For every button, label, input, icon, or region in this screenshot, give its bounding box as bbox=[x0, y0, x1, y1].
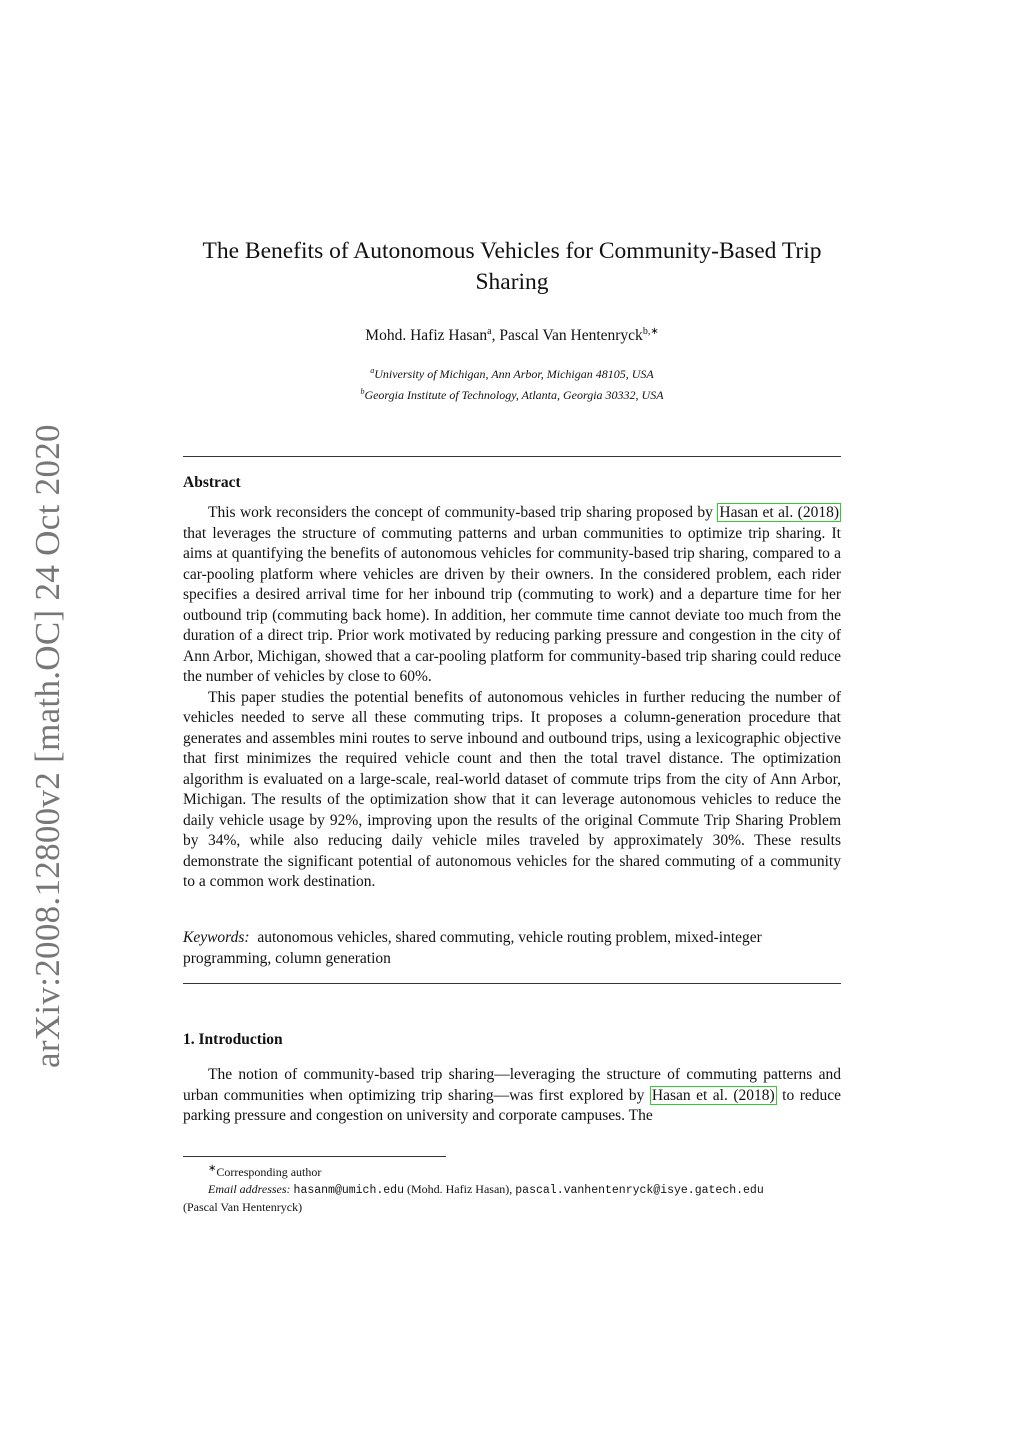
abstract-paragraph bbox=[183, 503, 841, 688]
text: The notion of community-based trip sharing—leveraging the structure of commuting patterns and urban communities when optimizing trip sharing—was first explored by bbox=[183, 1066, 841, 1104]
email-label: Email addresses: bbox=[208, 1181, 291, 1196]
introduction-body bbox=[183, 1065, 841, 1127]
email-link[interactable]: pascal.vanhentenryck@isye.gatech.edu bbox=[515, 1183, 764, 1197]
citation-link[interactable]: Hasan et al. (2018) bbox=[651, 1086, 775, 1104]
arxiv-identifier: arXiv:2008.12800v2 [math.OC] 24 Oct 2020 bbox=[28, 424, 67, 1068]
email-link[interactable]: hasanm@umich.edu bbox=[293, 1183, 404, 1197]
keywords-text: autonomous vehicles, shared commuting, vehicle routing problem, mixed-integer programming, column generation bbox=[183, 929, 762, 967]
footnote-rule bbox=[183, 1156, 446, 1157]
email-owner: (Mohd. Hafiz Hasan), bbox=[406, 1181, 513, 1196]
text: This work reconsiders the concept of community-based trip sharing proposed by bbox=[208, 504, 718, 521]
keywords-label: Keywords: bbox=[183, 929, 250, 946]
corresponding-author-note: Corresponding author bbox=[216, 1165, 322, 1179]
intro-paragraph bbox=[183, 1065, 841, 1127]
abstract-top-rule bbox=[183, 456, 841, 457]
abstract-body bbox=[183, 503, 841, 893]
affiliations bbox=[183, 362, 841, 404]
affiliation: Georgia Institute of Technology, Atlanta, Georgia 30332, USA bbox=[364, 388, 664, 402]
author-mark: b,∗ bbox=[642, 326, 659, 337]
paper-title: The Benefits of Autonomous Vehicles for Community-Based Trip Sharing bbox=[202, 238, 822, 295]
author-name: Mohd. Hafiz Hasan bbox=[365, 327, 488, 345]
author-list: Mohd. Hafiz Hasan$^a$, Pascal Van Hentenryck$^{b,∗}$ bbox=[365, 326, 659, 345]
text: that leverages the structure of commuting patterns and urban communities to optimize trip sharing. It aims at quantifying the benefits of autonomous vehicles for community-based trip sharing, compared to a car-pooling platform where vehicles are driven by their owners. In the considered problem, each rider specifies a desired arrival time for her inbound trip (commuting to work) and a departure time for her outbound trip (commuting back home). In addition, her commute time cannot deviate too much from the duration of a direct trip. Prior work motivated by reducing parking pressure and congestion in the city of Ann Arbor, Michigan, showed that a car-pooling platform for community-based trip sharing could reduce the number of vehicles by close to 60%. bbox=[183, 524, 841, 685]
email-owner: (Pascal Van Hentenryck) bbox=[183, 1200, 303, 1214]
abstract-heading: Abstract bbox=[183, 474, 241, 491]
footnote: ∗Corresponding author Email addresses: hasanm@umich.edu (Mohd. Hafiz Hasan), pascal.vanhentenryck@isye.gatech.edu (Pascal Van Hentenryck) bbox=[183, 1161, 841, 1216]
abstract-bottom-rule bbox=[183, 983, 841, 984]
citation-link[interactable]: Hasan et al. (2018) bbox=[719, 504, 839, 521]
text: to reduce parking pressure and congestion on university and corporate campuses. The bbox=[183, 1086, 841, 1124]
affiliation-mark: a bbox=[370, 366, 375, 375]
author-name: Pascal Van Hentenryck bbox=[499, 327, 643, 345]
affiliation: University of Michigan, Ann Arbor, Michigan 48105, USA bbox=[374, 367, 654, 381]
section-heading-introduction: 1. Introduction bbox=[183, 1031, 283, 1048]
author-mark: a bbox=[487, 326, 492, 337]
keywords bbox=[183, 928, 841, 969]
abstract-paragraph: This paper studies the potential benefits of autonomous vehicles in further reducing the number of vehicles needed to serve all these commuting trips. It proposes a column-generation procedure that generates and assembles mini routes to serve inbound and outbound trips, using a lexicographic objective that first minimizes the required vehicle count and then the total travel distance. The optimization algorithm is evaluated on a large-scale, real-world dataset of commute trips from the city of Ann Arbor, Michigan. The results of the optimization show that it can leverage autonomous vehicles to reduce the daily vehicle usage by 92%, improving upon the results of the original Commute Trip Sharing Problem by 34%, while also reducing daily vehicle miles traveled by approximately 30%. These results demonstrate the significant potential of autonomous vehicles for the shared commuting of a community to a common work destination. bbox=[183, 688, 841, 890]
affiliation-mark: b bbox=[360, 387, 365, 396]
